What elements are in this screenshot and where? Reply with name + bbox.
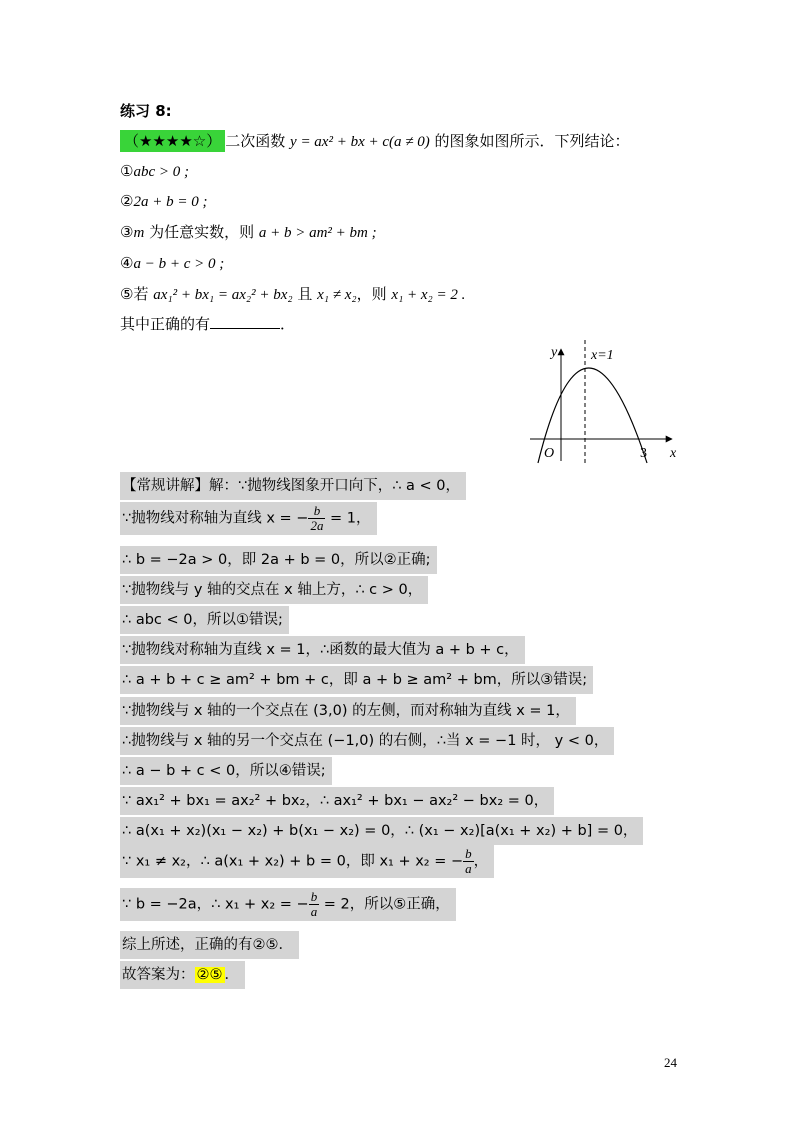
item-4 xyxy=(120,253,224,274)
stem-formula: y = ax² + bx + c(a ≠ 0) xyxy=(290,134,430,150)
item-mid: 为任意实数，则 xyxy=(144,223,259,241)
solution-text: 解：∵抛物线图象开口向下，∴ a < 0， xyxy=(209,478,461,494)
item-text: ax₁² + bx₁ = ax₂² + bx₂ xyxy=(153,287,293,303)
fraction-denominator: a xyxy=(310,904,318,919)
solution-line-13 xyxy=(120,845,494,878)
item-mid: 且 xyxy=(292,285,318,303)
solution-line-10: ∴ a − b + c < 0，所以④错误; xyxy=(120,757,332,785)
item-marker: ① xyxy=(120,162,134,180)
solution-line-15: 综上所述，正确的有②⑤． xyxy=(120,931,299,959)
solution-line-5: ∴ abc < 0，所以①错误; xyxy=(120,606,289,634)
solution-line-1 xyxy=(120,472,466,500)
solution-line-4: ∵抛物线与 y 轴的交点在 x 轴上方，∴ c > 0， xyxy=(120,576,428,604)
solution-line-6: ∵抛物线对称轴为直线 x = 1，∴函数的最大值为 a + b + c， xyxy=(120,636,525,664)
solution-text: ∵ x₁ ≠ x₂，∴ a(x₁ + x₂) + b = 0，即 x₁ + x₂ = − xyxy=(122,853,464,870)
fraction xyxy=(309,890,320,919)
item-text3: x₁ + x₂ = 2 . xyxy=(391,287,466,303)
item-marker: ⑤ xyxy=(120,285,134,303)
fraction xyxy=(463,847,474,876)
solution-line-8: ∵抛物线与 x 轴的一个交点在 (3,0) 的左侧，而对称轴为直线 x = 1， xyxy=(120,697,576,725)
origin-label: O xyxy=(544,446,555,461)
item-pre: m xyxy=(133,225,145,241)
item-1 xyxy=(120,161,189,182)
fraction-numerator: b xyxy=(310,889,318,904)
page-number: 24 xyxy=(664,1055,677,1070)
exercise-title: 练习 8: xyxy=(120,102,172,120)
item-5 xyxy=(120,284,465,305)
solution-line-3: ∴ b = −2a > 0，即 2a + b = 0，所以②正确; xyxy=(120,546,437,574)
item-text: a − b + c > 0 ; xyxy=(133,256,225,272)
solution-line-11: ∵ ax₁² + bx₁ = ax₂² + bx₂，∴ ax₁² + bx₁ − ax₂² − bx₂ = 0， xyxy=(120,787,554,815)
solution-text: ． xyxy=(224,967,239,983)
item-text2: x₁ ≠ x₂ xyxy=(317,287,357,303)
item-text: a + b > am² + bm ; xyxy=(258,225,377,241)
difficulty-badge: （★★★★☆） xyxy=(120,130,225,152)
item-text: abc > 0 ; xyxy=(133,164,189,180)
root-label: 3 xyxy=(640,446,647,461)
prompt-end: ． xyxy=(280,315,296,333)
solution-text: = 1， xyxy=(325,510,371,527)
symmetry-axis-label: x=1 xyxy=(591,348,614,363)
fraction-denominator: 2a xyxy=(310,518,324,533)
question-stem xyxy=(120,131,630,152)
item-3 xyxy=(120,222,377,243)
final-answer-highlight: ②⑤ xyxy=(196,967,223,983)
item-marker: ② xyxy=(120,192,134,210)
solution-text: ∵ b = −2a，∴ x₁ + x₂ = − xyxy=(122,896,309,913)
fraction-numerator: b xyxy=(465,846,472,861)
parabola-graph xyxy=(520,335,690,465)
solution-text: ∵抛物线对称轴为直线 x = − xyxy=(122,510,309,527)
answer-prompt xyxy=(120,314,295,334)
stem-post: 的图象如图所示．下列结论： xyxy=(429,132,630,150)
solution-text: ， xyxy=(473,853,489,870)
solution-line-7: ∴ a + b + c ≥ am² + bm + c，即 a + b ≥ am² + bm，所以③错误; xyxy=(120,666,593,694)
prompt-text: 其中正确的有 xyxy=(120,315,211,333)
fraction-numerator: b xyxy=(308,504,325,519)
stem-pre: 二次函数 xyxy=(225,132,291,150)
solution-tag: 【常规讲解】 xyxy=(122,478,209,494)
y-axis-label: y xyxy=(551,345,558,360)
parabola-curve xyxy=(538,368,647,463)
fraction xyxy=(308,504,325,533)
fraction-denominator: a xyxy=(465,861,472,876)
item-pre: 若 xyxy=(133,285,154,303)
solution-line-9: ∴抛物线与 x 轴的另一个交点在 (−1,0) 的右侧，∴当 x = −1 时， y < 0， xyxy=(120,727,614,755)
x-axis-label: x xyxy=(670,446,677,461)
item-2 xyxy=(120,191,207,212)
solution-line-16 xyxy=(120,961,245,989)
item-marker: ④ xyxy=(120,254,134,272)
solution-line-2 xyxy=(120,502,377,535)
solution-line-12: ∴ a(x₁ + x₂)(x₁ − x₂) + b(x₁ − x₂) = 0，∴ (x₁ − x₂)[a(x₁ + x₂) + b] = 0， xyxy=(120,817,643,845)
answer-blank[interactable] xyxy=(210,314,280,329)
item-mid2: ，则 xyxy=(356,285,392,303)
solution-text: = 2，所以⑤正确， xyxy=(319,896,450,913)
item-marker: ③ xyxy=(120,223,134,241)
item-text: 2a + b = 0 ; xyxy=(133,194,208,210)
solution-line-14 xyxy=(120,888,456,921)
solution-text: 故答案为： xyxy=(122,967,195,983)
